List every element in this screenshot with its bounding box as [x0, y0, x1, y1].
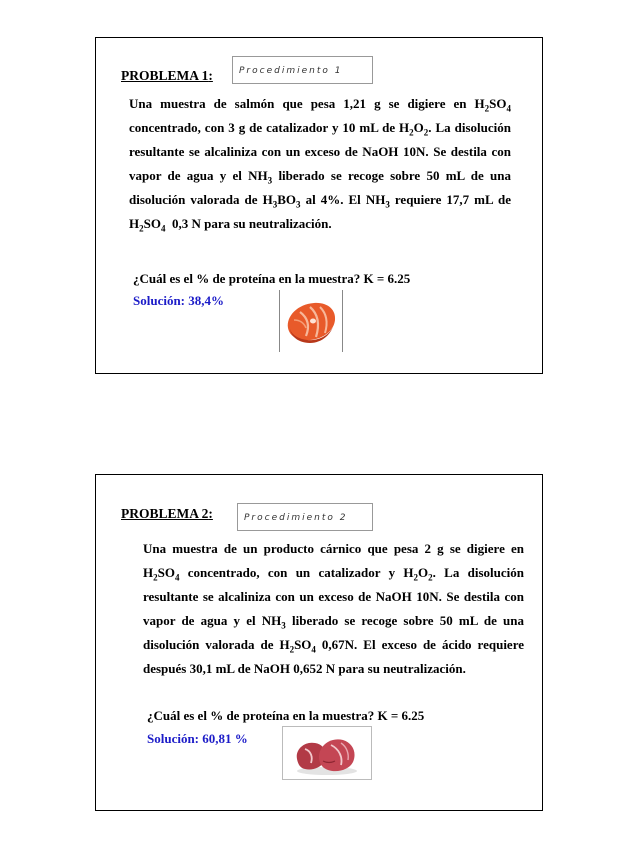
p2-text-3: concentrado, con un catalizador y H [187, 565, 414, 580]
p1-text-10: SO [143, 216, 161, 231]
problem-2-question: ¿Cuál es el % de proteína en la muestra? K = 6.25 [147, 708, 425, 723]
p1-text-9: requiere 17,7 mL de H [129, 192, 512, 231]
raw-meat-icon [282, 726, 372, 780]
problem-1-solution: Solución: 38,4% [133, 293, 225, 308]
salmon-steak-icon [279, 290, 343, 352]
p1-text-5: . La disolución resultante se alcaliniza con un exceso de NaOH 10N. Se destila con vapor de agua y el NH [129, 120, 511, 183]
p2-text-2: SO [157, 565, 175, 580]
p2-text-5: . La disolución resultante se alcaliniza con un exceso de NaOH 10N. Se destila con vapor de agua y el NH [143, 565, 525, 628]
procedure-2-note: Procedimiento 2 [237, 503, 373, 531]
p2-text-1: Una muestra de un producto cárnico que pesa 2 g se digiere en H [143, 541, 524, 580]
p1-text-11: 0,3 N para su neutralización. [168, 216, 332, 231]
problem-2-statement: Una muestra de un producto cárnico que pesa 2 g se digiere en $H_2SO_4$ concentrado, con un catalizador y $H_2O_2$. La disolución resultante se alcaliniza con un exceso de NaOH 10N. Se destila con vapor de agua y el $NH_3$ liberado se recoge sobre 50 mL de una disolución valorada de $H_2SO_4$ 0,67N. El exceso de ácido requiere después 30,1 mL de NaOH 0,652 N para su neutralización. [143, 541, 525, 676]
p1-text-1: Una muestra de salmón que pesa 1,21 g se digiere en H [129, 96, 485, 111]
p2-text-8: 0,67N. El exceso de ácido requiere después 30,1 mL de NaOH 0,652 N para su neutralización. [143, 637, 525, 676]
problem-2-slide [95, 474, 543, 811]
p2-text-6: liberado se recoge sobre 50 mL de una disolución valorada de H [143, 613, 524, 652]
p1-text-7: BO [277, 192, 297, 207]
p2-text-7: SO [294, 637, 312, 652]
problem-1-heading: PROBLEMA 1: [121, 68, 213, 83]
problem-2-solution: Solución: 60,81 % [147, 731, 248, 746]
problem-1-question: ¿Cuál es el % de proteína en la muestra? K = 6.25 [133, 271, 411, 286]
p1-text-6: liberado se recoge sobre 50 mL de una disolución valorada de H [129, 168, 511, 207]
p1-text-2: SO [489, 96, 507, 111]
p1-text-3: concentrado, con 3 g de catalizador y 10 mL de H [129, 120, 410, 135]
problem-2-heading: PROBLEMA 2: [121, 506, 213, 521]
p2-text-4: O [418, 565, 429, 580]
problem-1-slide [95, 37, 543, 374]
p1-text-8: al 4%. El NH [305, 192, 386, 207]
problem-1-statement: Una muestra de salmón que pesa 1,21 g se digiere en $H_2SO_4$ concentrado, con 3 g de catalizador y 10 mL de $H_2O_2$. La disolución resultante se alcaliniza con un exceso de NaOH 10N. Se destila con vapor de agua y el $NH_3$ liberado se recoge sobre 50 mL de una disolución valorada de $H_3BO_3$ al 4%. El $NH_3$ requiere 17,7 mL de $H_2SO_4$ 0,3 N para su neutralización. [129, 96, 512, 234]
procedure-1-note: Procedimiento 1 [232, 56, 373, 84]
p1-text-4: O [413, 120, 424, 135]
